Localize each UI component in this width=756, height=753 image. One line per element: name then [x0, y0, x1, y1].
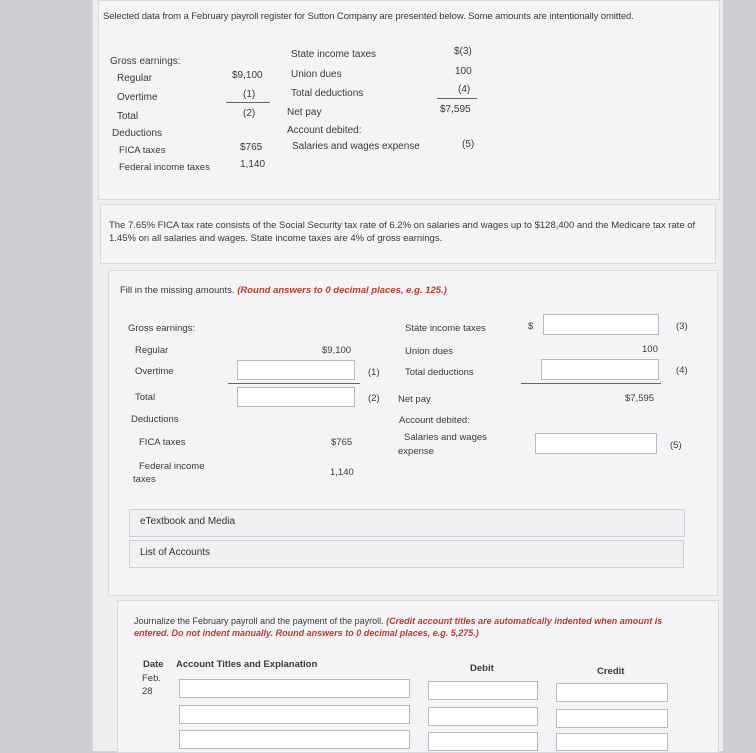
value-overtime: (1) — [243, 89, 256, 100]
etextbook-media-link[interactable] — [129, 509, 685, 537]
value-state: $(3) — [454, 46, 472, 57]
total-earnings-input[interactable] — [237, 387, 355, 407]
state-income-taxes-input[interactable] — [543, 314, 659, 335]
divider — [521, 383, 661, 384]
divider — [226, 102, 270, 103]
fill-label-salaries-1: Salaries and wages — [404, 432, 487, 443]
value-net-pay: $7,595 — [440, 104, 471, 115]
fill-label-gross-earnings: Gross earnings: — [128, 323, 196, 334]
fill-label-account-debited: Account debited: — [399, 415, 470, 426]
fill-value-union: 100 — [642, 344, 658, 355]
column-header-debit: Debit — [470, 663, 494, 674]
account-title-input[interactable] — [179, 705, 410, 724]
fill-label-deductions: Deductions — [131, 414, 179, 425]
fill-label-salaries-2: expense — [398, 446, 434, 457]
credit-input[interactable] — [556, 733, 668, 751]
value-regular: $9,100 — [232, 70, 263, 81]
fill-label-total: Total — [135, 392, 156, 403]
label-overtime: Overtime — [117, 92, 158, 103]
label-net-pay: Net pay — [287, 107, 322, 118]
account-title-input[interactable] — [179, 679, 410, 698]
label-salaries: Salaries and wages expense — [292, 141, 420, 152]
account-title-input[interactable] — [179, 730, 410, 749]
column-header-date: Date — [143, 659, 164, 670]
debit-input[interactable] — [428, 732, 538, 751]
value-salaries: (5) — [462, 139, 475, 150]
journal-instruction — [134, 615, 694, 639]
salaries-expense-input[interactable] — [535, 433, 657, 454]
credit-input[interactable] — [556, 709, 668, 728]
fill-instruction-text: Fill in the missing amounts. — [120, 285, 235, 296]
total-deductions-input[interactable] — [541, 359, 659, 380]
fill-tag-salaries: (5) — [670, 440, 682, 451]
column-header-credit: Credit — [597, 666, 625, 677]
fill-tag-overtime: (1) — [368, 367, 380, 378]
label-federal: Federal income taxes — [119, 162, 210, 173]
fill-instruction — [120, 285, 447, 296]
label-total: Total — [117, 111, 139, 122]
value-total-deductions: (4) — [458, 84, 471, 95]
label-regular: Regular — [117, 73, 153, 84]
fill-label-state: State income taxes — [405, 323, 486, 334]
fill-tag-total-deductions: (4) — [676, 365, 688, 376]
list-of-accounts-label: List of Accounts — [140, 547, 211, 558]
fill-tag-total: (2) — [368, 393, 380, 404]
label-union: Union dues — [291, 69, 342, 80]
label-account-debited: Account debited: — [287, 125, 362, 136]
fill-label-overtime: Overtime — [135, 366, 174, 377]
fill-label-federal-2: taxes — [133, 474, 156, 485]
list-of-accounts-link[interactable] — [129, 540, 684, 568]
label-total-deductions: Total deductions — [291, 88, 364, 99]
debit-input[interactable] — [428, 681, 538, 700]
label-state: State income taxes — [291, 49, 377, 60]
fill-tag-state: (3) — [676, 321, 688, 332]
label-gross-earnings: Gross earnings: — [110, 56, 181, 67]
value-fica: $765 — [240, 142, 263, 153]
fill-instruction-rounding: (Round answers to 0 decimal places, e.g. 125.) — [237, 285, 447, 296]
debit-input[interactable] — [428, 707, 538, 726]
fill-value-fica: $765 — [331, 437, 353, 448]
fill-state-dollar: $ — [528, 321, 534, 332]
fill-label-net-pay: Net pay — [398, 394, 431, 405]
fill-label-fica: FICA taxes — [139, 437, 186, 448]
fill-label-federal-1: Federal income — [139, 461, 205, 472]
value-federal: 1,140 — [240, 159, 266, 170]
overtime-input[interactable] — [237, 360, 355, 380]
fill-label-union: Union dues — [405, 346, 454, 357]
value-union: 100 — [455, 66, 472, 77]
divider — [228, 383, 360, 384]
fill-value-net-pay: $7,595 — [625, 393, 655, 404]
fill-value-federal: 1,140 — [330, 467, 354, 478]
fill-label-total-deductions: Total deductions — [405, 367, 474, 378]
label-fica: FICA taxes — [119, 145, 166, 156]
fica-note-text: The 7.65% FICA tax rate consists of the Social Security tax rate of 6.2% on salaries and wages up to $128,400 and the Medicare tax rate of 1.45% on all salaries and wages. State income taxes are 4% of gross earnings. — [109, 220, 696, 244]
intro-text: Selected data from a February payroll register for Sutton Company are presented below. Some amounts are intentionally omitted. — [103, 11, 634, 22]
journal-date-month: Feb. — [142, 673, 162, 684]
divider — [437, 98, 477, 99]
column-header-account: Account Titles and Explanation — [176, 659, 318, 670]
credit-input[interactable] — [556, 683, 668, 702]
fill-value-regular: $9,100 — [322, 345, 352, 356]
journal-instruction-note: (Credit account titles are automatically indented when amount is entered. Do not indent manually. Round answers to 0 decimal places, e.g. 5,275.) — [134, 616, 663, 638]
etextbook-label: eTextbook and Media — [140, 516, 236, 527]
journal-date-day: 28 — [142, 686, 153, 697]
value-total: (2) — [243, 108, 256, 119]
fill-label-regular: Regular — [135, 345, 169, 356]
label-deductions: Deductions — [112, 128, 163, 139]
journal-instruction-text: Journalize the February payroll and the payment of the payroll. — [134, 616, 384, 626]
